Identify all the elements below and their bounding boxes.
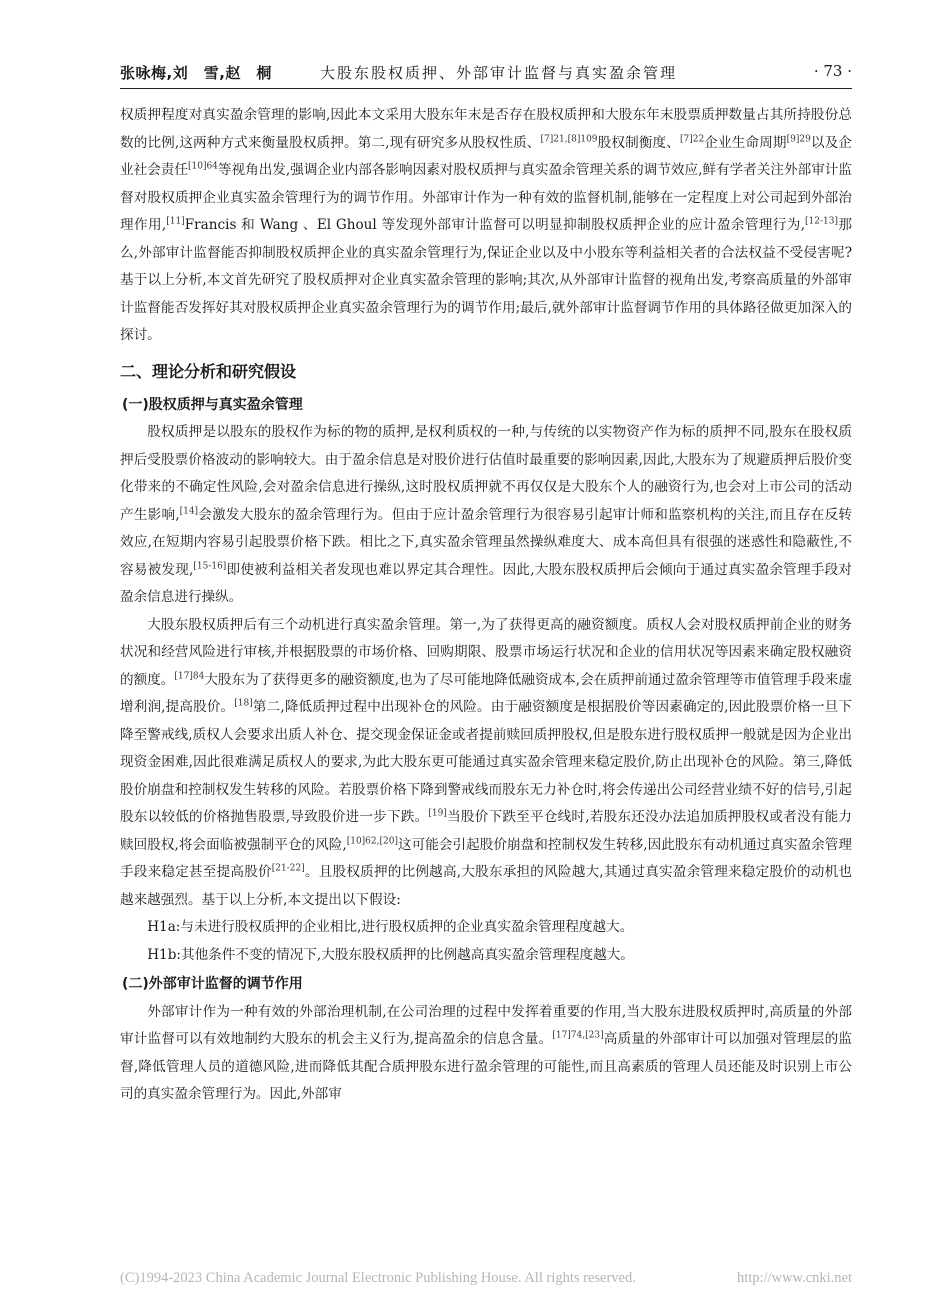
header-running-title: 大股东股权质押、外部审计监督与真实盈余管理 [320,64,678,82]
citation[interactable]: [7]22 [679,133,705,144]
header-authors: 张咏梅,刘 雪,赵 桐 [120,64,272,82]
page-header [120,58,852,89]
subsection-heading: (二)外部审计监督的调节作用 [122,976,303,992]
footer-url[interactable]: http://www.cnki.net [736,1270,852,1286]
subsection-heading: (一)股权质押与真实盈余管理 [122,396,303,413]
hypothesis-h1b: H1b:其他条件不变的情况下,大股东股权质押的比例越高真实盈余管理程度越大。 [147,946,634,963]
body-paragraph: 外部审计作为一种有效的外部治理机制,在公司治理的过程中发挥着重要的作用,当大股东进股权质押时,高质量的外部审计监督可以有效地制约大股东的机会主义行为,提高盈余的信息含量。[17]74,[23]高质量的外部审计可以加强对管理层的监督,降低管理人员的道德风险,进而降低其配合质押股东进行盈余管理的可能性,而且高素质的管理人员还能及时识别上市公司的真实盈余管理行为。因此,外部审 [120,1003,852,1102]
citation[interactable]: [18] [234,698,253,709]
article-body [120,102,852,1109]
body-paragraph: 股权质押是以股东的股权作为标的物的质押,是权利质权的一种,与传统的以实物资产作为标的质押不同,股东在股权质押后受股票价格波动的影响较大。由于盈余信息是对股价进行估值时最重要的影响因素,因此,大股东为了规避质押后股价变化带来的不确定性风险,会对盈余信息进行操纵,这时股权质押就不再仅仅是大股东个人的融资行为,也会对上市公司的活动产生影响,[14]会激发大股东的盈余管理行为。但由于应计盈余管理行为很容易引起审计师和监察机构的关注,而且存在反转效应,在短期内容易引起股票价格下跌。相比之下,真实盈余管理虽然操纵难度大、成本高但具有很强的迷惑性和隐蔽性,不容易被发现,[15-16]即使被利益相关者发现也难以界定其合理性。因此,大股东股权质押后会倾向于通过真实盈余管理手段对盈余信息进行操纵。 [120,424,852,605]
citation[interactable]: [15-16] [193,560,227,571]
citation[interactable]: [7]21,[8]109 [540,133,598,144]
citation[interactable]: [17]84 [174,670,205,681]
footer-copyright: (C)1994-2023 China Academic Journal Electronic Publishing House. All rights reserved. [120,1270,636,1286]
citation[interactable]: [10]62,[20] [346,835,398,846]
citation[interactable]: [12-13] [805,216,839,227]
citation[interactable]: [19] [428,808,447,819]
citation[interactable]: [10]64 [187,161,218,172]
intro-paragraph: 权质押程度对真实盈余管理的影响,因此本文采用大股东年末是否存在股权质押和大股东年末股票质押数量占其所持股份总数的比例,这两种方式来衡量股权质押。第二,现有研究多从股权性质、$^{[7]21,[8]109}$股权制衡度、$^{[7]22}$企业生命周期$^{[9]29}$以及企业社会责任$^{[10]64}$等视角出发,强调企业内部各影响因素对股权质押与真实盈余管理关系的调节效应,鲜有学者关注外部审计监督对股权质押企业真实盈余管理行为的调节作用。外部审计作为一种有效的监督机制,能够在一定程度上对公司起到外部治理作用,[11]Francis 和 Wang 、El Ghoul 等发现外部审计监督可以明显抑制股权质押企业的应计盈余管理行为,[12-13]那么,外部审计监督能否抑制股权质押企业的真实盈余管理行为,保证企业以及中小股东等利益相关者的合法权益不受侵害呢? 基于以上分析,本文首先研究了股权质押对企业真实盈余管理的影响;其次,从外部审计监督的视角出发,考察高质量的外部审计监督能否发挥好其对股权质押企业真实盈余管理行为的调节作用;最后,就外部审计监督调节作用的具体路径做更加深入的探讨。 [120,107,853,343]
citation[interactable]: [9]29 [786,133,811,144]
hypothesis-h1a: H1a:与未进行股权质押的企业相比,进行股权质押的企业真实盈余管理程度越大。 [147,919,634,935]
section-heading: 二、理论分析和研究假设 [120,361,297,381]
header-page-number: · 73 · [813,62,852,80]
citation[interactable]: [14] [179,505,199,516]
body-paragraph: 大股东股权质押后有三个动机进行真实盈余管理。第一,为了获得更高的融资额度。质权人会对股权质押前企业的财务状况和经营风险进行审核,并根据股票的市场价格、回购期限、股票市场运行状况和企业的信用状况等因素来确定股权融资的额度。$^{[17]84}$大股东为了获得更多的融资额度,也为了尽可能地降低融资成本,会在质押前通过盈余管理等市值管理手段来虚增利润,提高股价。[18]第二,降低质押过程中出现补仓的风险。由于融资额度是根据股价等因素确定的,因此股票价格一旦下降至警戒线,质权人会要求出质人补仓、提交现金保证金或者提前赎回质押股权,但是股东进行股权质押一般就是因为企业出现资金困难,因此很难满足质权人的要求,为此大股东更可能通过真实盈余管理来稳定股价,防止出现补仓的风险。第三,降低股价崩盘和控制权发生转移的风险。若股票价格下降到警戒线而股东无力补仓时,将会传递出公司经营业绩不好的信号,引起股东以较低的价格抛售股票,导致股价进一步下跌。[19]当股价下跌至平仓线时,若股东还没办法追加质押股权或者没有能力赎回股权,将会面临被强制平仓的风险,[10]62,[20]这可能会引起股价崩盘和控制权发生转移,因此股东有动机通过真实盈余管理手段来稳定甚至提高股价[21-22]。且股权质押的比例越高,大股东承担的风险越大,其通过真实盈余管理来稳定股价的动机也越来越强烈。基于以上分析,本文提出以下假设: [120,616,853,908]
citation[interactable]: [21-22] [271,863,305,874]
citation[interactable]: [17]74,[23] [552,1030,604,1041]
citation[interactable]: [11] [166,216,185,227]
